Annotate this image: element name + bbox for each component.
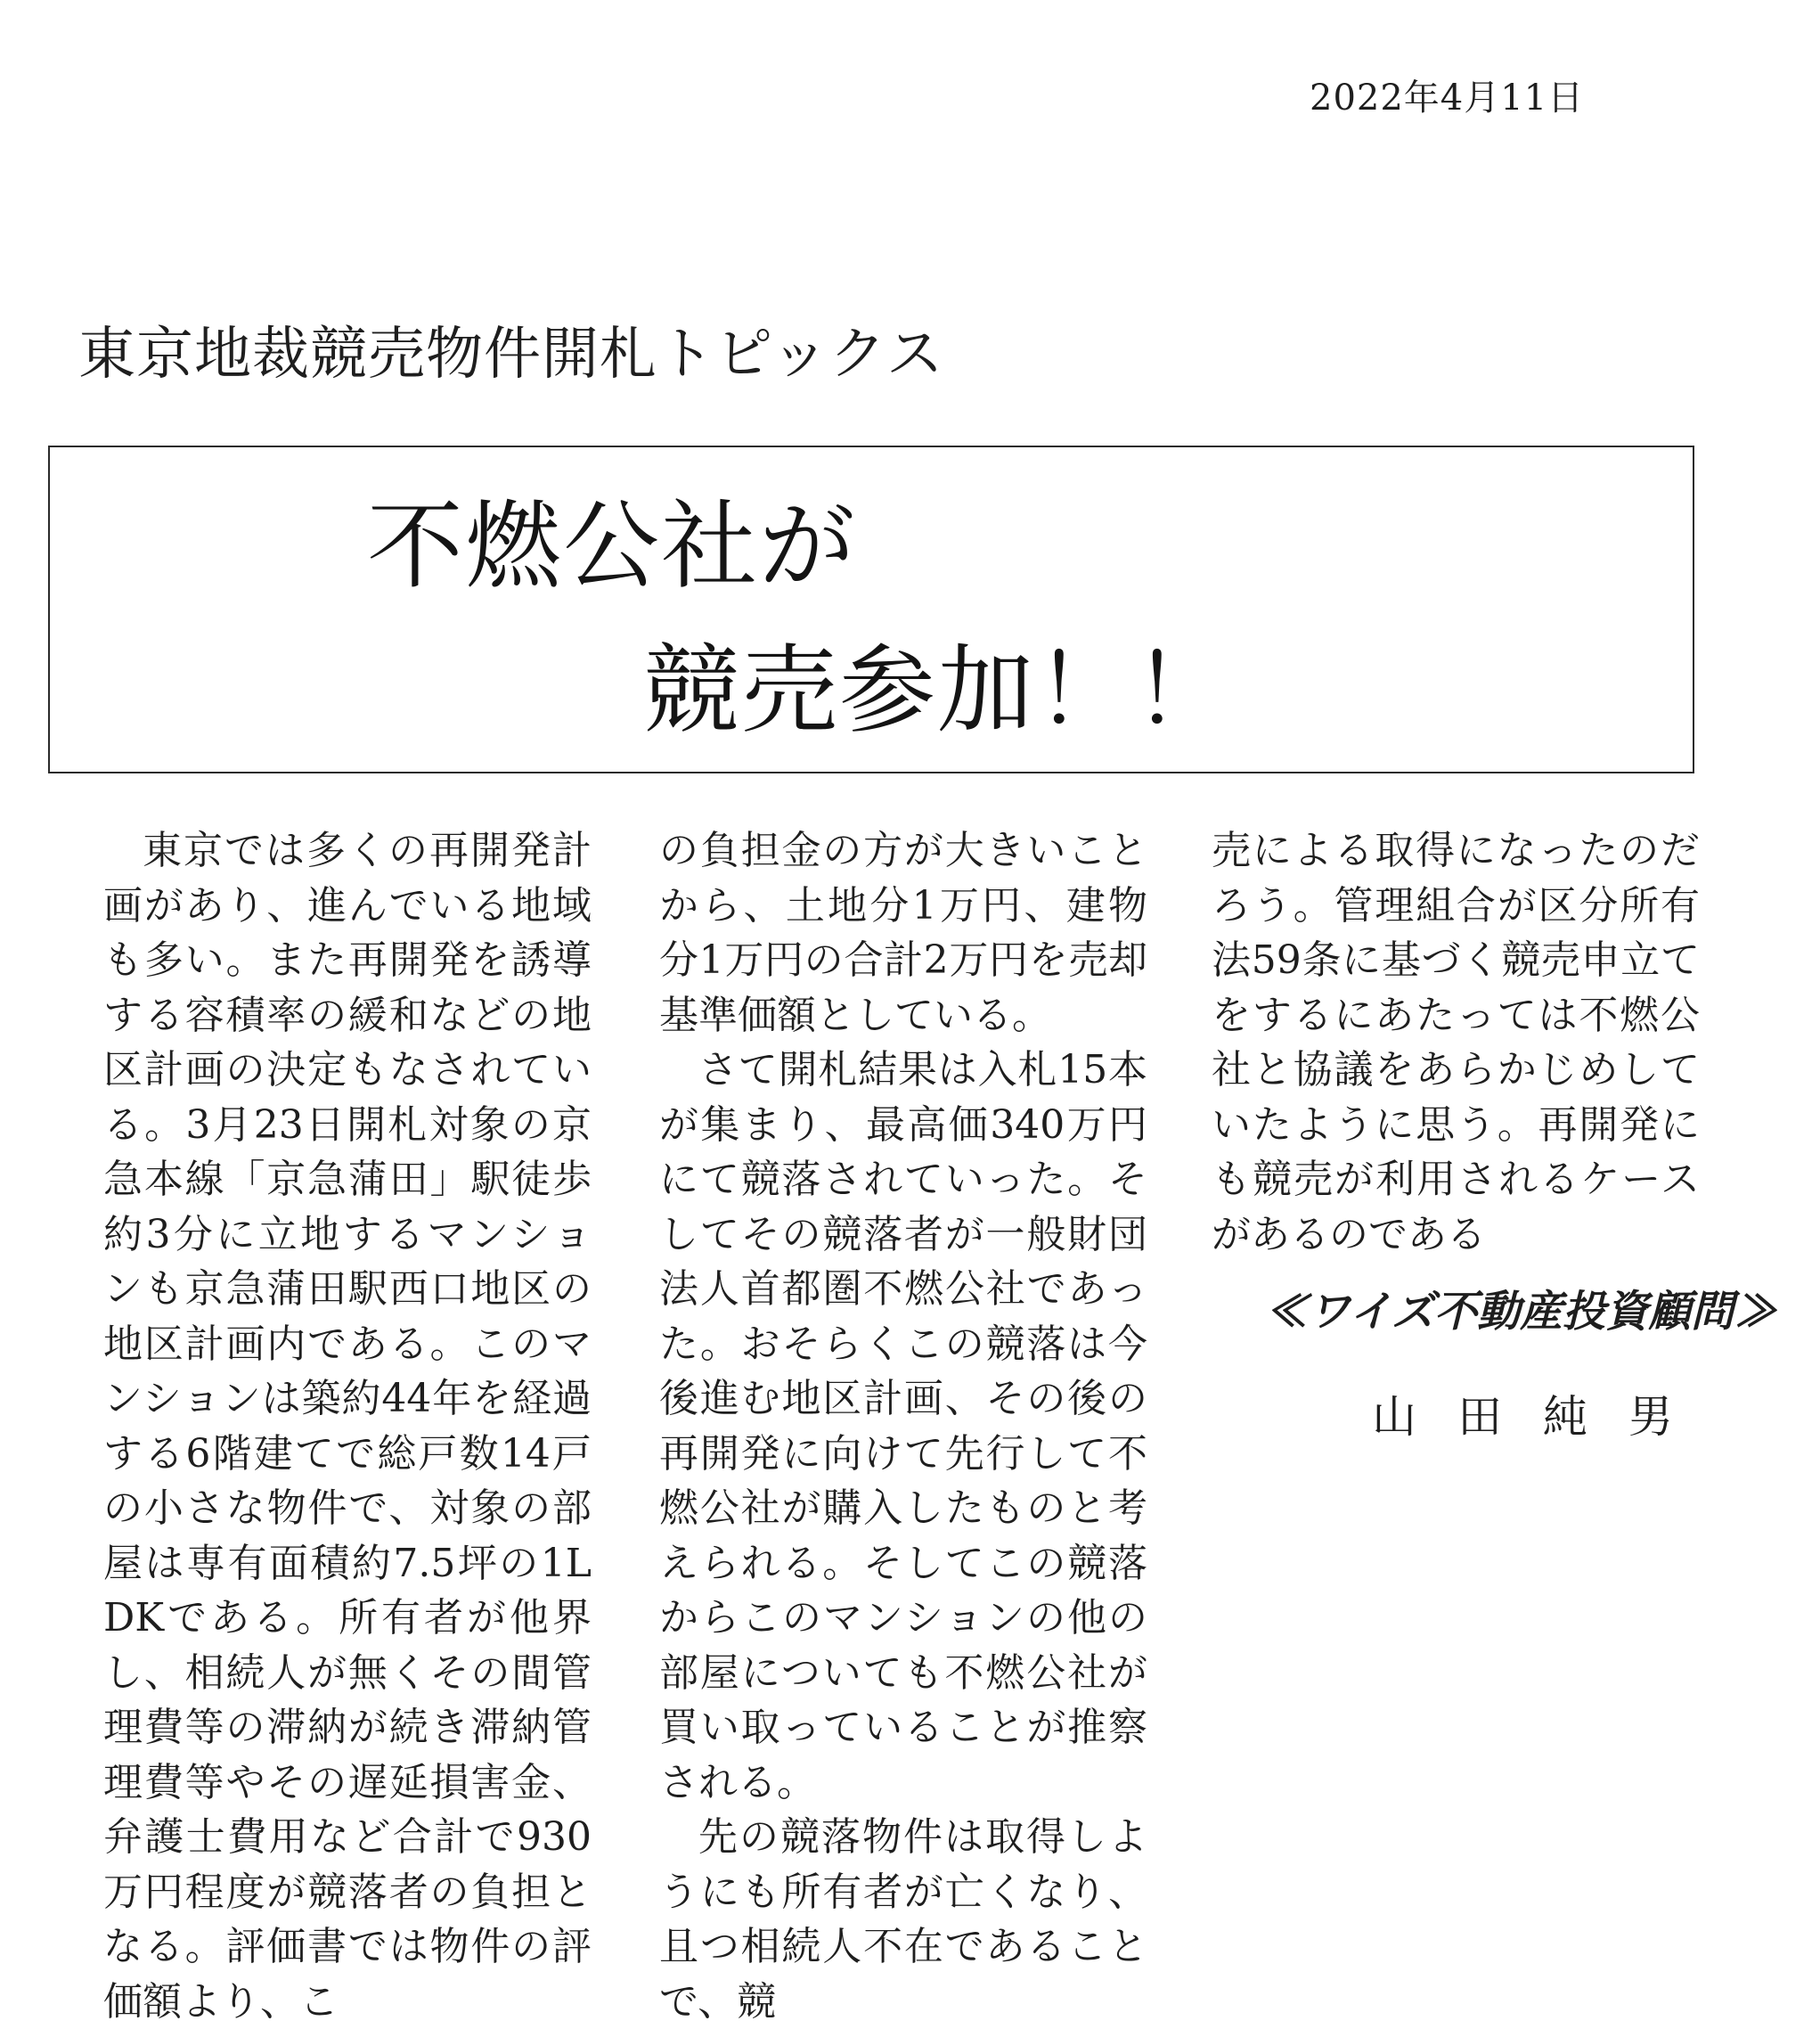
author-name: 山田純男 [1372, 1391, 1714, 1443]
headline-box [48, 446, 1694, 773]
headline-line-1: 不燃公社が [367, 491, 858, 602]
paragraph: 東京では多くの再開発計画があり、進んでいる地域も多い。また再開発を誘導する容積率の緩和などの地区計画の決定もなされている。3月23日開札対象の京急本線「京急蒲田」駅徒歩約3分に立地するマンションも京急蒲田駅西口地区の地区計画内である。このマンションは築約44年を経過する6階建てで総戸数14戸の小さな物件で、対象の部屋は専有面積約7.5坪の1LDKである。所有者が他界し、相続人が無くその間管理費等の滞納が続き滞納管理費等やその遅延損害金、弁護士費用など合計で930万円程度が競落者の負担となる。評価書では物件の評価額より、こ [103, 828, 592, 2025]
paragraph: の負担金の方が大きいことから、土地分1万円、建物分1万円の合計2万円を売却基準価額としている。 [659, 828, 1147, 1038]
article-column-2 [659, 823, 1147, 2029]
article-date: 2022年4月11日 [1310, 78, 1585, 119]
paragraph: 売による取得になったのだろう。管理組合が区分所有法59条に基づく競売申立てをするにあたっては不燃公社と協議をあらかじめしていたように思う。再開発にも競売が利用されるケースがあるのである [1212, 828, 1700, 1257]
series-title: 東京地裁競売物件開札トピックス [78, 322, 944, 388]
headline-line-2: 競売参加！！ [643, 635, 1232, 747]
article-column-3 [1212, 823, 1700, 1262]
article-column-1 [103, 823, 592, 2029]
paragraph: さて開札結果は入札15本が集まり、最高価340万円にて競落されていった。そしてその競落者が一般財団法人首都圏不燃公社であった。おそらくこの競落は今後進む地区計画、その後の再開発に向けて先行して不燃公社が購入したものと考えられる。そしてこの競落からこのマンションの他の部屋についても不燃公社が買い取っていることが推察される。 [659, 1047, 1147, 1805]
paragraph: 先の競落物件は取得しようにも所有者が亡くなり、且つ相続人不在であることで、競 [659, 1814, 1147, 2025]
company-name: ≪ワイズ不動産投資顧問≫ [1265, 1287, 1777, 1337]
